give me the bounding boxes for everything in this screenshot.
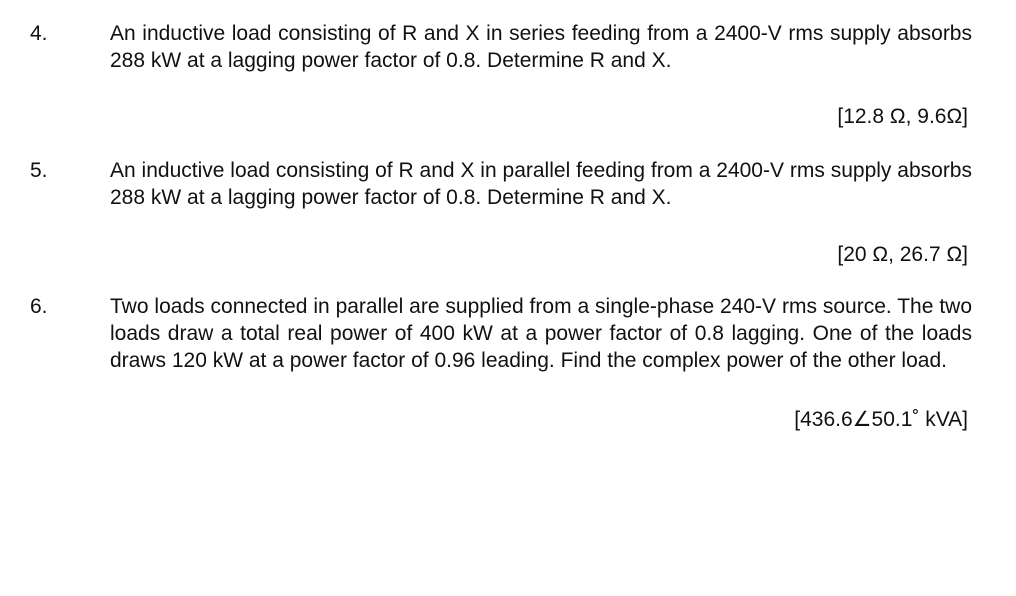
problem-answer: [20 Ω, 26.7 Ω] [837,243,968,266]
problem-text: Two loads connected in parallel are supplied from a single-phase 240-V rms source. The two loads draw a total real power of 400 kW at a power factor of 0.8 lagging. One of the loads draws 120 kW at a power factor of 0.96 leading. Find the complex power of the other load. [110,295,972,372]
problem-number: 5. [30,159,48,182]
problem-text: An inductive load consisting of R and X in series feeding from a 2400-V rms supply absorbs 288 kW at a lagging power factor of 0.8. Determine R and X. [110,22,972,72]
problem-number: 4. [30,22,48,45]
problem-number: 6. [30,295,48,318]
problem-answer: [12.8 Ω, 9.6Ω] [837,105,968,128]
problem-answer: [436.6∠50.1˚ kVA] [794,408,968,431]
problem-text: An inductive load consisting of R and X in parallel feeding from a 2400-V rms supply absorbs 288 kW at a lagging power factor of 0.8. Determine R and X. [110,159,972,209]
